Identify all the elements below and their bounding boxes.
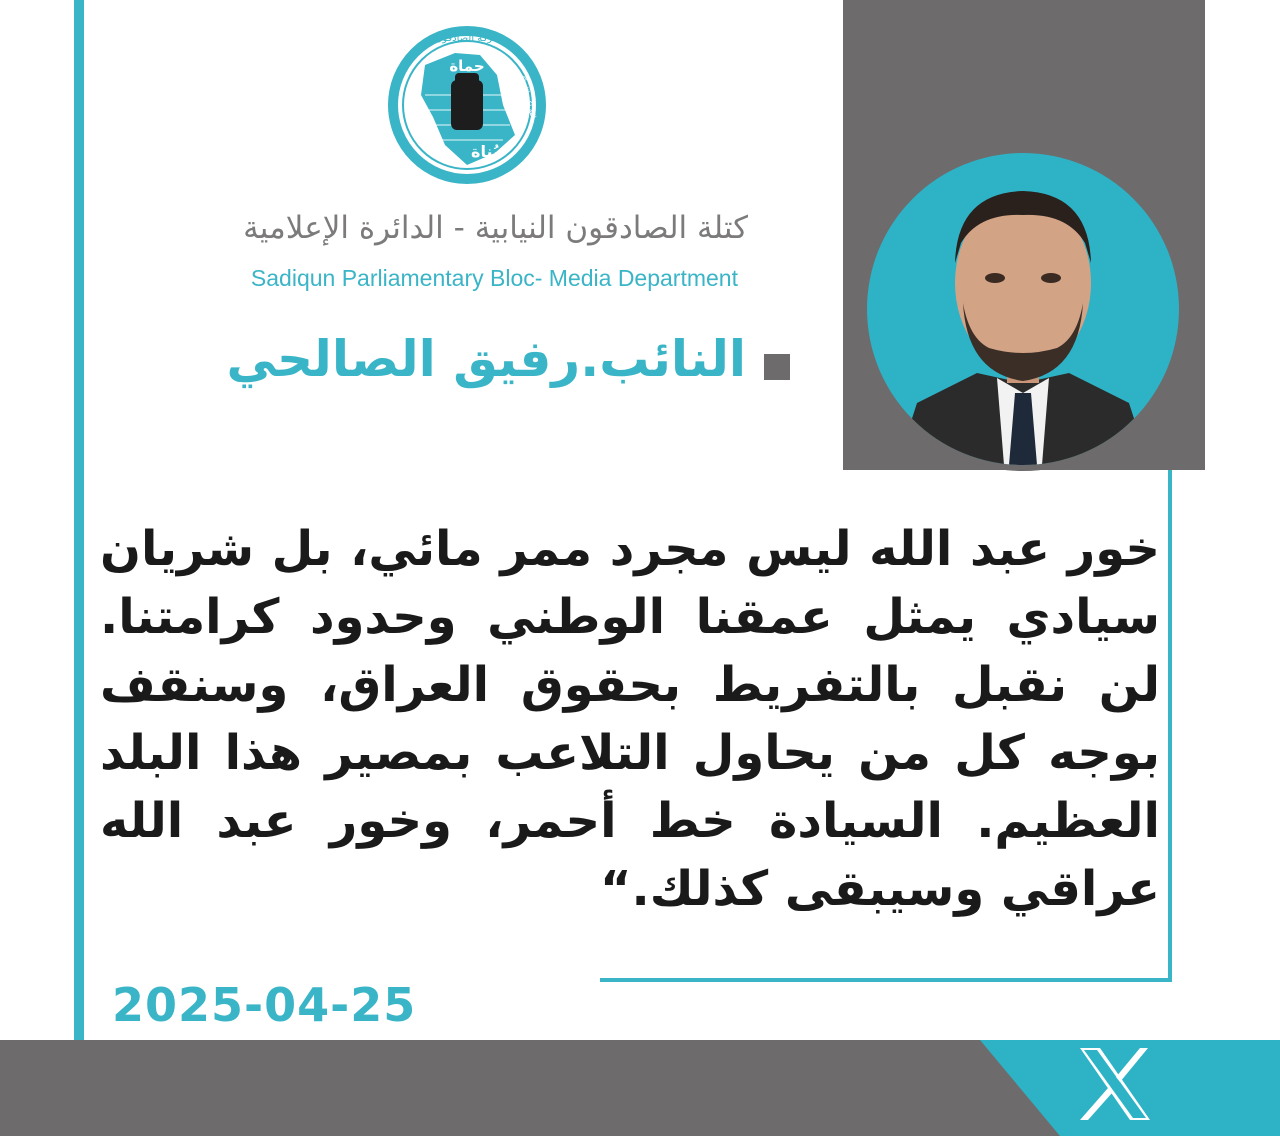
bullet-square-icon	[764, 354, 790, 380]
logo-word-1: حماة	[449, 57, 485, 75]
speaker-name: النائب.رفيق الصالحي	[226, 330, 746, 388]
speaker-heading	[150, 330, 790, 405]
bloc-logo	[385, 25, 550, 185]
speaker-portrait	[861, 147, 1185, 471]
logo-top-text: حركة الصادقون	[434, 33, 500, 44]
logo-ring-text: الله أكبر الله أكبر	[516, 69, 538, 120]
logo-word-2: بُناة	[471, 142, 499, 161]
left-accent-stripe	[74, 0, 84, 1040]
quote-frame-bottom	[600, 978, 1172, 982]
org-name-arabic: كتلة الصادقون النيابية - الدائرة الإعلامية	[243, 210, 748, 246]
post-date: 2025-04-25	[112, 978, 417, 1032]
quote-text: خور عبد الله ليس مجرد ممر مائي، بل شريان سيادي يمثل عمقنا الوطني وحدود كرامتنا. لن نقبل بالتفريط بحقوق العراق، وسنقف بوجه كل من يحاول التلاعب بمصير هذا البلد العظيم. السيادة خط أحمر، وخور عبد الله عراقي وسيبقى كذلك.“	[100, 521, 1160, 917]
portrait-photo	[867, 153, 1179, 465]
x-logo-icon[interactable]	[1078, 1046, 1152, 1122]
quote-frame-right	[1168, 470, 1172, 980]
org-name-english: Sadiqun Parliamentary Bloc- Media Department	[250, 265, 738, 291]
